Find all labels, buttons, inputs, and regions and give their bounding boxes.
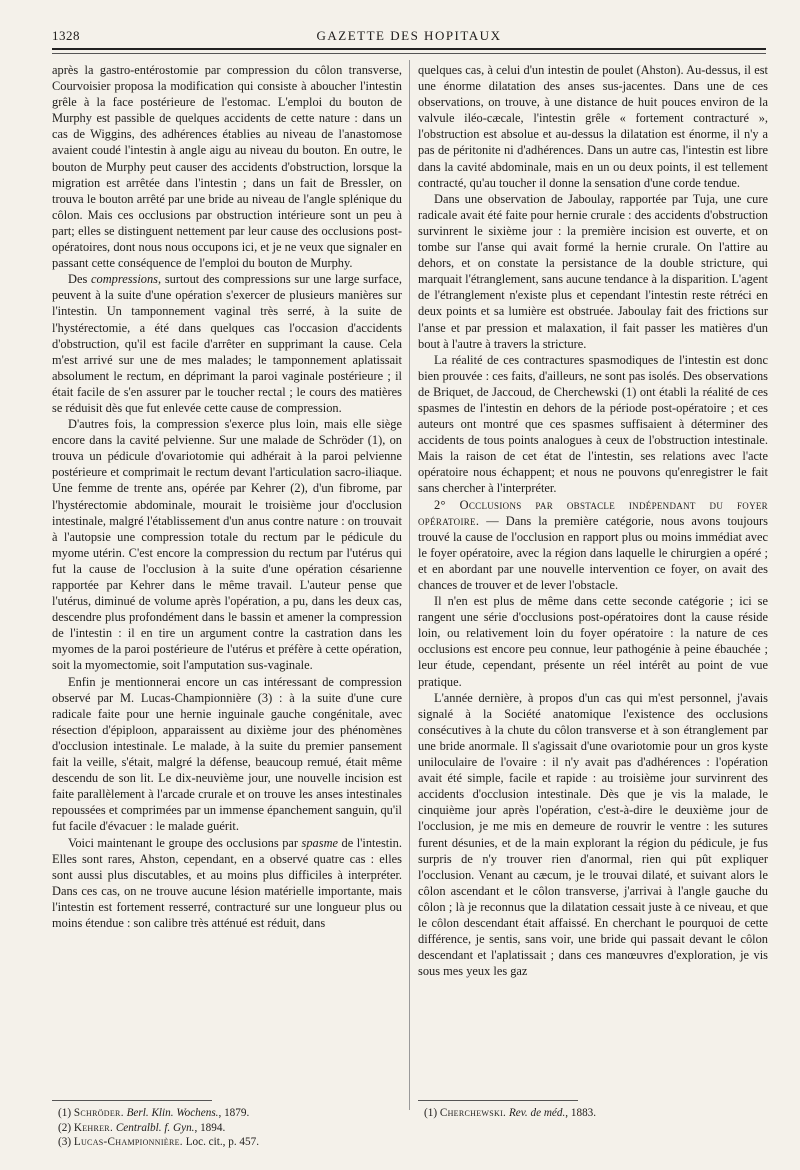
text: Voici maintenant le groupe des occlusions par (68, 835, 302, 850)
footnote-source: Berl. Klin. Wochens. (126, 1107, 219, 1119)
paragraph (418, 497, 768, 594)
footnote (424, 1106, 768, 1121)
footnotes-right (418, 1106, 768, 1121)
footnote (58, 1121, 402, 1136)
column-divider (409, 60, 410, 1110)
footnote-number: (3) (58, 1136, 72, 1148)
footnote-text: , 1883. (565, 1107, 597, 1119)
footnote-text: , 1879. (218, 1107, 250, 1119)
text: — Dans la première catégorie, nous avons toujours trouvé la cause de l'occlusion en rapport plus ou moins immédiat avec le foyer opératoire, avec la région dans laquelle le chirurgien a opéré ; et en abordant par une nouvelle intervention ce foyer, on avait des chances de trouver et de lever l'obstacle. (418, 513, 768, 592)
paragraph: après la gastro-entérostomie par compression du côlon transverse, Courvoisier proposa la modification qui consiste à aboucher l'intestin grêle à la face postérieure de l'estomac. L'emploi du bouton de Murphy est passible de quelques accidents de cette nature : dans un cas de Wiggins, des adhérences établies au niveau de l'anastomose avaient coudé l'intestin à angle aigu au niveau du bouton. En outre, le bouton de Murphy peut causer des accidents d'obstruction, lorsque la migration est arrêtée dans l'intestin ; dans un fait de Bressler, on trouva le bouton arrêté par une bride au niveau de l'angle splénique du côlon. Mais ces occlusions par obstruction intérieure sont un peu à part; elles se distinguent nettement par leur cause des occlusions post-opératoires, dont nous nous occupons ici, et je ne veux que signaler en passant cette conséquence de l'emploi du bouton de Murphy. (52, 63, 402, 271)
text: de l'intestin. Elles sont rares, Ahston, cependant, en a observé quatre cas : elles sont aussi plus discutables, et au moins plus difficiles à interpréter. Dans ces cas, on ne trouve aucune lésion matérielle importante, mais l'intestin est fortement resserré, contracturé sur une longueur plus ou moins étendue : son calibre très atténué est réduit, dans (52, 835, 402, 930)
paragraph (52, 835, 402, 932)
text: , surtout des compressions sur une large surface, peuvent à la suite d'une opération s'exercer de plusieurs manières sur l'intestin. Un tamponnement vaginal très serré, à la suite de l'hystérectomie, a été dans quelques cas l'occasion d'accidents d'obstruction, qu'il est facile d'arrêter en supprimant la cause. Cela m'est arrivé sur une de mes malades; le tamponnement aplatissait absolument le rectum, en déprimant la paroi vaginale postérieure ; il était facile de s'en assurer par le toucher rectal ; le cours des matières se réduisit dès que fut enlevée cette cause de compression. (52, 272, 402, 415)
paragraph (52, 271, 402, 416)
footnote (58, 1106, 402, 1121)
paragraph: Il n'en est plus de même dans cette seconde catégorie ; ici se rangent une série d'occlusions post-opératoires dont la cause réside loin, ou relativement loin du foyer opératoire : la nature de ces occlusions est encore peu connue, leur pathogénie à peine ébauchée ; leur étude, cependant, présente un réel intérêt au point de vue pratique. (418, 594, 768, 689)
page-header (52, 26, 766, 48)
emphasis: compressions (91, 272, 158, 287)
paragraph: D'autres fois, la compression s'exerce plus loin, mais elle siège encore dans la cavité pelvienne. Sur une malade de Schröder (1), on trouva un pédicule d'ovariotomie qui adhérait à la paroi pelvienne postérieure et comprimait le rectum devant l'articulation sacro-iliaque. Une femme de trente ans, opérée par Kehrer (2), d'un fibrome, par l'hystérectomie abdominale, mourait le troisième jour d'occlusion intestinale, malgré l'établissement d'un anus contre nature : on trouvait à l'autopsie une compression totale du rectum par le pédicule du myome utérin. C'est encore la compression du rectum par l'utérus qui fut la cause de l'occlusion à la suite d'une opération césarienne rapportée par Kehrer dans le même travail. L'auteur pense que l'utérus, diminué de volume après l'opération, a pu, dans les deux cas, descendre plus profondément dans le bassin et amener la compression de l'intestin : il en tire un argument contre la castration dans les myomes de la paroi postérieure de l'utérus et préfère à cette opération, soit la myomectomie, soit l'amputation sus-vaginale. (52, 417, 402, 673)
header-rule (52, 48, 766, 50)
footnote-number: (1) (58, 1107, 72, 1119)
footnote-author: Schröder. (73, 1107, 124, 1119)
footnote-number: (2) (58, 1121, 72, 1134)
footnote-rule (418, 1100, 578, 1101)
footnote-source: Rev. de méd. (508, 1107, 566, 1119)
footnote-text: , 1894. (194, 1121, 226, 1134)
footnotes-left (52, 1106, 402, 1150)
footnote-author: Cherchewski. (439, 1107, 507, 1119)
section-heading: 2° Occlusions par obstacle indépendant du foyer opératoire. (418, 497, 768, 528)
footnote-rule (52, 1100, 212, 1101)
paragraph: La réalité de ces contractures spasmodiques de l'intestin est donc bien prouvée : ces faits, d'ailleurs, ne sont pas isolés. Des observations de Briquet, de Jaccoud, de Cherchewski (1) ont établi la réalité de ces spasmes de l'intestin en dehors de la période post-opératoire ; et ces auteurs ont montré que ces spasmes suffisaient à déterminer des accidents de tous points analogues à ceux de l'obstruction intestinale. Mais la raison de cet état de l'intestin, ses relations avec l'acte opératoire nous échappent; et nous ne pouvons qu'enregistrer le fait sans chercher à l'interpréter. (418, 352, 768, 496)
footnote-author: Lucas-Championnière. (73, 1136, 183, 1148)
right-column (418, 62, 768, 1107)
footnote-text: Loc. cit., p. 457. (182, 1136, 260, 1148)
footnote (58, 1135, 402, 1150)
left-column (52, 62, 402, 1107)
paragraph: Enfin je mentionnerai encore un cas intéressant de compression observé par M. Lucas-Championnière (3) : à la suite d'une cure radicale faite pour une hernie inguinale gauche congénitale, avec résection d'épiploon, apparaissent au dixième jour des phénomènes d'occlusion intestinale. Le malade, à la suite du premier pansement fait la veille, s'était, malgré la défense, beaucoup remué, était même descendu de son lit. Le dix-neuvième jour, une nouvelle incision est faite parallèlement à l'arcade crurale et on trouve les anses intestinales repoussées et comprimées par un immense épanchement sanguin, qu'il fut facile d'évacuer : le malade guérit. (52, 674, 402, 834)
footnote-source: Centralbl. f. Gyn. (115, 1121, 195, 1134)
header-rule-thin (52, 53, 766, 54)
running-title: GAZETTE DES HOPITAUX (316, 28, 502, 43)
emphasis: spasme (301, 835, 339, 850)
footnote-number: (1) (424, 1107, 438, 1119)
page-number: 1328 (52, 28, 80, 43)
paragraph: L'année dernière, à propos d'un cas qui m'est personnel, j'avais signalé à la Société anatomique l'existence des occlusions consécutives à la chute du côlon transverse et à son étranglement par une bride anormale. Il s'agissait d'une ovariotomie pour un gros kyste uniloculaire de l'ovaire : il n'y avait pas d'adhérences : l'opération avait été simple, facile et rapide : au troisième jour survinrent des accidents d'occlusion intestinale. Dès que je vis la malade, le cinquième jour après l'opération, c'est-à-dire le deuxième jour de l'occlusion, je me mis en demeure de rouvrir le ventre : les sutures furent désunies, et de la main explorant la région du pédicule, je fus surpris de n'y trouver rien d'anormal, rien qui pût expliquer l'occlusion. Venant au cæcum, je le trouvai dilaté, et suivant alors le côlon ascendant et le côlon transverse, j'arrivai à l'angle gauche du côlon ; là je reconnus que la dilatation cessait juste à ce niveau, et que le côlon descendant était affaissé. En cherchant le pourquoi de cette différence, je sentis, sans voir, une bride qui passait devant le côlon descendant et l'aplatissait ; dans ces manœuvres d'exploration, je vis sous mes yeux les gaz (418, 690, 768, 979)
text: Des (68, 272, 91, 287)
paragraph: Dans une observation de Jaboulay, rapportée par Tuja, une cure radicale avait été faite pour hernie crurale : des accidents d'obstruction survinrent le sixième jour : la première incision est ouverte, et on tombe sur l'anse qui avait formé la hernie crurale. On l'attire au dehors, et on constate la persistance de la double stricture, qui marquait l'étranglement, sans aucune tendance à la disparition. L'agent de l'étranglement n'existe plus et cependant l'intestin reste rétréci en deux points et sa lumière est obstruée. Jaboulay fait des frictions sur l'anse et par pression et malaxation, il fait passer les matières d'un bout à l'autre à travers la stricture. (418, 191, 768, 351)
paragraph: quelques cas, à celui d'un intestin de poulet (Ahston). Au-dessus, il est une énorme dilatation des anses sus-jacentes. Dans une de ces observations, on trouve, à une distance de huit pouces environ de la valvule iléo-cæcale, l'intestin grêle « fortement contracturé », l'obstruction est absolue et au-dessus la dilatation est énorme, il n'y a pas de péritonite ni d'adhérences. Dans un autre cas, l'intestin est libre dans la cavité abdominale, mais en un ou deux points, il est tellement contracté, qu'au toucher il donne la sensation d'une corde tendue. (418, 63, 768, 190)
footnote-author: Kehrer. (73, 1121, 114, 1134)
